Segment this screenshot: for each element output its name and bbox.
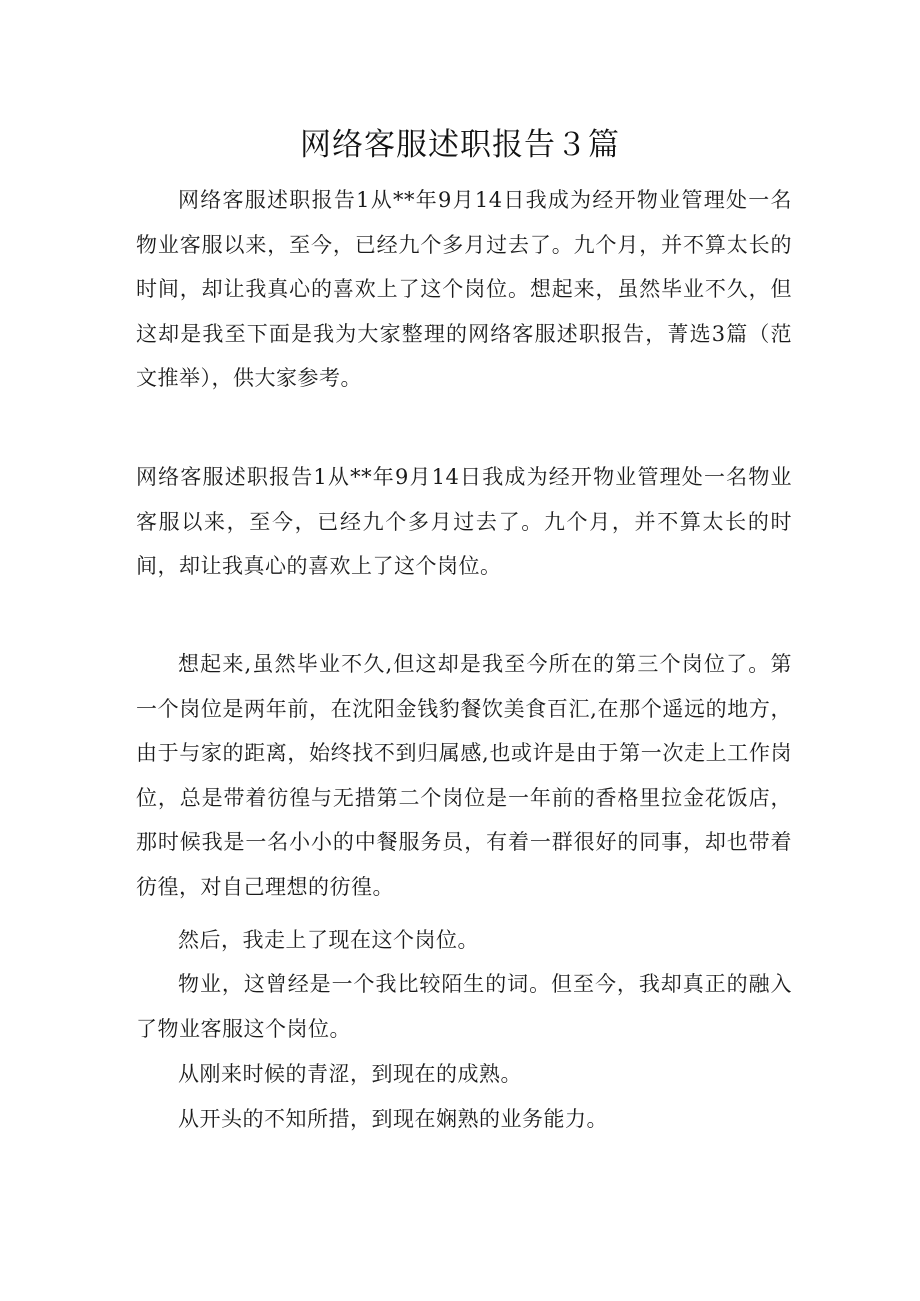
paragraph-from-green: 从刚来时候的青涩，到现在的成熟。 [178, 1062, 522, 1086]
paragraph-report-one: 网络客服述职报告1从**年9月14日我成为经开物业管理处一名物业客服以来，至今，已经九个多月过去了。九个月，并不算太长的时间，却让我真心的喜欢上了这个岗位。 [136, 465, 792, 578]
paragraph-recall: 想起来,虽然毕业不久,但这却是我至今所在的第三个岗位了。第一个岗位是两年前，在沈阳金钱豹餐饮美食百汇,在那个遥远的地方，由于与家的距离，始终找不到归属感,也或许是由于第一次走上工作岗位，总是带着彷徨与无措第二个岗位是一年前的香格里拉金花饭店，那时候我是一名小小的中餐服务员，有着一群很好的同事，却也带着彷徨，对自己理想的彷徨。 [136, 652, 792, 899]
paragraph-property: 物业，这曾经是一个我比较陌生的词。但至今，我却真正的融入了物业客服这个岗位。 [136, 972, 792, 1041]
paragraph-from-start: 从开头的不知所措，到现在娴熟的业务能力。 [178, 1107, 608, 1131]
paragraph-intro: 网络客服述职报告1从**年9月14日我成为经开物业管理处一名物业客服以来，至今，已经九个多月过去了。九个月，并不算太长的时间，却让我真心的喜欢上了这个岗位。想起来，虽然毕业不久，但这却是我至下面是我为大家整理的网络客服述职报告，菁选3篇（范文推举），供大家参考。 [136, 188, 792, 390]
document-title: 网络客服述职报告３篇 [300, 127, 620, 163]
paragraph-then: 然后，我走上了现在这个岗位。 [178, 928, 479, 952]
